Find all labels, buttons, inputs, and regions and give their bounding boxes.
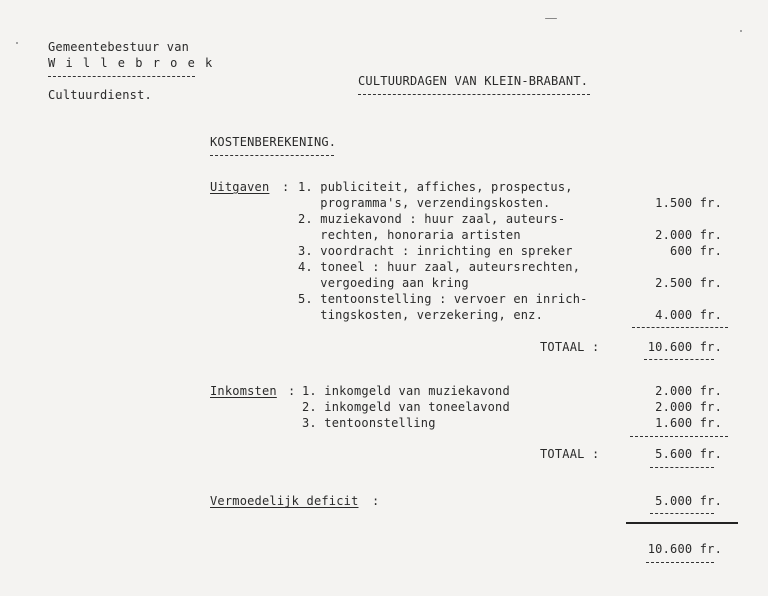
expenses-total-underline [644,359,714,360]
expense-item-5-amount: 4.000 fr. [655,308,722,322]
org-line-2: W i l l e b r o e k [48,56,214,70]
expense-item-5-line-2: tingskosten, verzekering, enz. [298,308,544,322]
expense-item-5-line-1: 5. tentoonstelling : vervoer en inrich- [298,292,588,306]
deficit-colon: : [372,494,380,508]
expenses-colon: : [282,180,290,194]
income-item-1-amount: 2.000 fr. [655,384,722,398]
deficit-label: Vermoedelijk deficit [210,494,359,508]
expense-item-4-amount: 2.500 fr. [655,276,722,290]
income-item-2: 2. inkomgeld van toneelavond [302,400,510,414]
expenses-label: Uitgaven [210,180,270,194]
income-colon: : [288,384,296,398]
grand-total-rule [626,522,738,524]
org-line-3: Cultuurdienst. [48,88,152,102]
income-item-2-amount: 2.000 fr. [655,400,722,414]
income-label: Inkomsten [210,384,277,398]
deficit-underline [650,513,714,514]
expense-item-2-line-1: 2. muziekavond : huur zaal, auteurs- [298,212,566,226]
income-total-label: TOTAAL : [540,447,600,461]
income-total: 5.600 fr. [655,447,722,461]
income-item-3-amount: 1.600 fr. [655,416,722,430]
expense-item-2-amount: 2.000 fr. [655,228,722,242]
grand-total: 10.600 fr. [647,542,722,556]
expense-item-4-line-1: 4. toneel : huur zaal, auteursrechten, [298,260,581,274]
income-total-underline [650,467,714,468]
expense-item-3-amount: 600 fr. [670,244,722,258]
org-divider [48,76,195,77]
scan-speck [16,42,18,44]
expenses-sum-line [632,327,728,328]
expense-item-1-amount: 1.500 fr. [655,196,722,210]
section-title: KOSTENBEREKENING. [210,135,337,149]
expense-item-4-line-2: vergoeding aan kring [298,276,469,290]
income-item-1: 1. inkomgeld van muziekavond [302,384,510,398]
expenses-total: 10.600 fr. [647,340,722,354]
expense-item-1-line-1: 1. publiciteit, affiches, prospectus, [298,180,573,194]
section-title-underline [210,155,334,156]
income-item-3: 3. tentoonstelling [302,416,436,430]
org-line-1: Gemeentebestuur van [48,40,190,54]
deficit-amount: 5.000 fr. [655,494,722,508]
expense-item-1-line-2: programma's, verzendingskosten. [298,196,551,210]
title-underline [358,94,590,95]
expense-item-2-line-2: rechten, honoraria artisten [298,228,521,242]
scan-speck [740,30,742,32]
scan-speck [545,18,557,19]
income-sum-line [630,436,728,437]
document-title: CULTUURDAGEN VAN KLEIN-BRABANT. [358,74,589,88]
expense-item-3-line-1: 3. voordracht : inrichting en spreker [298,244,573,258]
grand-total-underline [646,562,714,563]
expenses-total-label: TOTAAL : [540,340,600,354]
